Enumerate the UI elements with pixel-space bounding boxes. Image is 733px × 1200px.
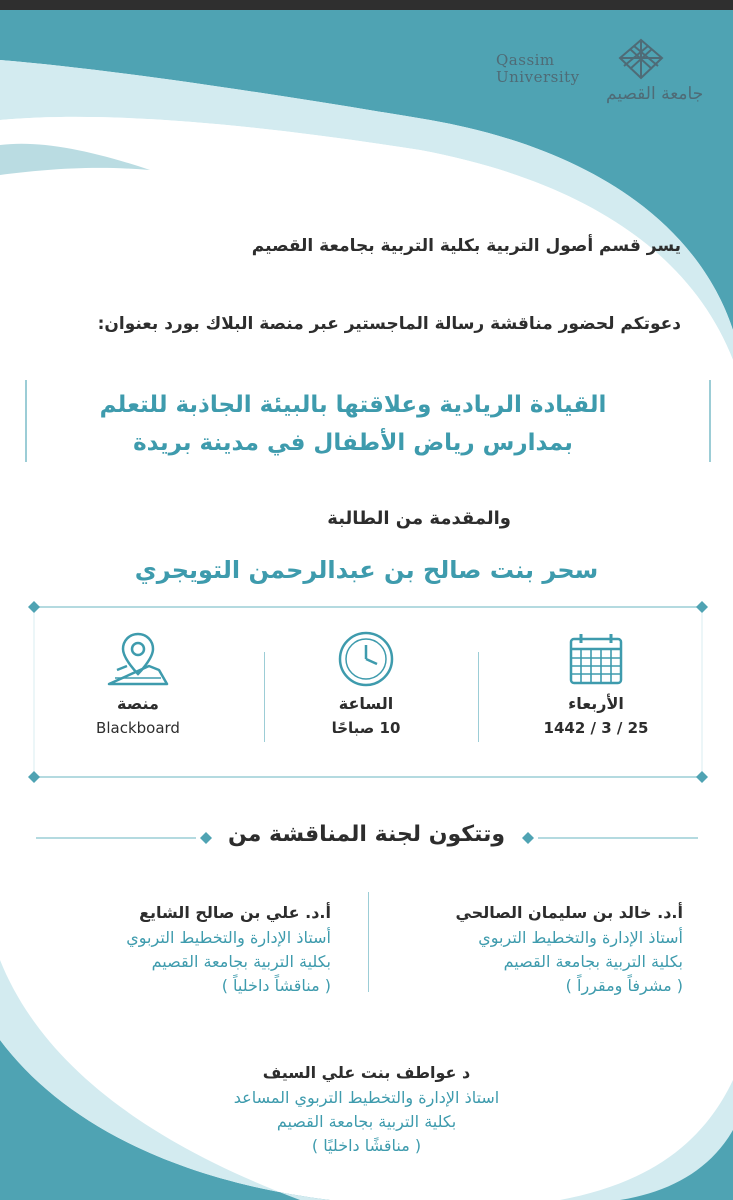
- committee-member-3: [0, 1060, 733, 1158]
- platform-label: منصة: [117, 694, 159, 713]
- calendar-icon: [567, 630, 625, 688]
- committee-title: وتتكون لجنة المناقشة من: [227, 822, 506, 847]
- diamond-icon: [28, 601, 40, 613]
- student-name: سحر بنت صالح بن عبدالرحمن التويجري: [134, 556, 599, 584]
- logo-english: Qassim University: [496, 51, 580, 86]
- time-block: [266, 630, 466, 737]
- platform-value: Blackboard: [96, 719, 180, 737]
- member-name: أ.د. خالد بن سليمان الصالحي: [455, 903, 683, 922]
- clock-icon: [337, 630, 395, 688]
- member-title: أستاذ الإدارة والتخطيط التربوي: [126, 928, 331, 947]
- platform-block: [38, 630, 238, 737]
- qassim-logo-mark: [616, 38, 666, 82]
- member-role: ( مشرفاً ومقرراً ): [565, 976, 683, 995]
- divider: [264, 652, 265, 742]
- time-value: 10 صباحًا: [331, 719, 401, 737]
- university-logo: [496, 38, 711, 108]
- day-label: الأربعاء: [568, 694, 624, 713]
- member-title: أستاذ الإدارة والتخطيط التربوي: [478, 928, 683, 947]
- diamond-icon: [28, 771, 40, 783]
- member-title: استاذ الإدارة والتخطيط التربوي المساعد: [233, 1088, 500, 1107]
- member-college: بكلية التربية بجامعة القصيم: [503, 952, 683, 971]
- member-role: ( مناقشاً داخلياً ): [221, 976, 331, 995]
- divider: [478, 652, 479, 742]
- presenter-label: والمقدمة من الطالبة: [327, 508, 511, 529]
- committee-member-2: [31, 900, 331, 998]
- logo-arabic: جامعة القصيم: [606, 84, 704, 104]
- invitation-line-1: يسر قسم أصول التربية بكلية التربية بجامعة القصيم: [251, 236, 681, 256]
- member-college: بكلية التربية بجامعة القصيم: [151, 952, 331, 971]
- thesis-title-line-1: القيادة الريادية وعلاقتها بالبيئة الجاذبة للتعلم: [99, 392, 607, 418]
- location-pin-icon: [103, 630, 173, 688]
- member-name: د عواطف بنت علي السيف: [262, 1063, 471, 1082]
- invitation-line-2: دعوتكم لحضور مناقشة رسالة الماجستير عبر منصة البلاك بورد بعنوان:: [97, 314, 681, 334]
- member-role: ( مناقشًا داخليًا ): [311, 1136, 422, 1155]
- member-name: أ.د. علي بن صالح الشايع: [139, 903, 331, 922]
- diamond-icon: [696, 771, 708, 783]
- date-value: 1442 / 3 / 25: [543, 719, 649, 737]
- thesis-title-line-2: بمدارس رياض الأطفال في مدينة بريدة: [133, 430, 573, 456]
- time-label: الساعة: [338, 694, 394, 713]
- diamond-icon: [696, 601, 708, 613]
- committee-member-1: [383, 900, 683, 998]
- member-college: بكلية التربية بجامعة القصيم: [276, 1112, 457, 1131]
- divider: [368, 892, 369, 992]
- date-block: [496, 630, 696, 737]
